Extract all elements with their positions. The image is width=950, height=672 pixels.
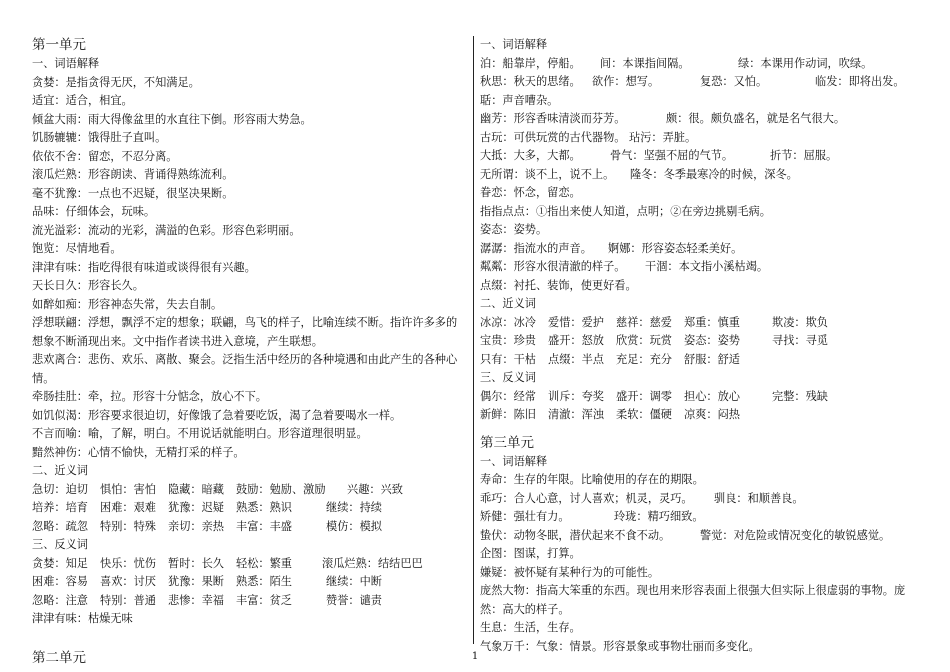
section-word-explanation: 一、词语解释 (32, 57, 100, 70)
entry-row (480, 240, 920, 259)
term-entry: 间：本课指间隔。 (600, 56, 690, 70)
term-list (32, 74, 464, 463)
word-pair: 熟悉：陌生 (236, 575, 292, 588)
word-pair: 轻松：繁重 (236, 556, 292, 570)
word-pair: 模仿：模拟 (326, 519, 382, 533)
word-pair: 特别：特殊 (100, 519, 156, 533)
entry-row (480, 92, 920, 111)
page-number: 1 (471, 651, 479, 662)
entry-row (32, 610, 464, 629)
entry-row (32, 481, 464, 500)
word-pair: 盛开：怒放 (548, 334, 604, 347)
word-pair: 忽略：疏忽 (32, 519, 88, 533)
term-entry: 悲欢离合：悲伤、欢乐、离散、聚会。泛指生活中经历的各种境遇和由此产生的各种心情。 (32, 353, 458, 385)
word-pair: 滚瓜烂熟：结结巴巴 (322, 556, 423, 570)
term-entry: 欲作：想写。 (592, 75, 660, 88)
term-entry: 流光溢彩：流动的光彩，满溢的色彩。形容色彩明丽。 (32, 223, 301, 237)
entry-row (480, 221, 920, 240)
term-entry: 大抵：大多，大都。 (480, 149, 581, 162)
word-pair: 犹豫：果断 (168, 575, 224, 588)
term-entry: 如饥似渴：形容要求很迫切，好像饿了急着要吃饭，渴了急着要喝水一样。 (32, 408, 402, 422)
unit-2-title: 第二单元 (32, 649, 86, 666)
term-entry: 贪婪：是指贪得无厌，不知满足。 (32, 75, 200, 89)
word-pair: 宝贵：珍贵 (480, 334, 536, 347)
entry-row (480, 490, 920, 509)
entry-row (480, 166, 920, 185)
term-entry: 适宜：适合，相宜。 (32, 94, 133, 107)
word-pair: 郑重：慎重 (684, 315, 740, 329)
word-pair: 熟悉：熟识 (236, 501, 292, 514)
column-divider (473, 36, 474, 644)
term-entry: 如醉如痴：形容神态失常，失去自制。 (32, 297, 223, 311)
word-pair: 爱惜：爱护 (548, 315, 604, 329)
term-entry: 玲珑：精巧细致。 (614, 510, 704, 523)
word-pair: 担心：放心 (684, 389, 740, 403)
term-entry: 黯然神伤：心情不愉快，无精打采的样子。 (32, 445, 245, 459)
entry-row (480, 582, 920, 619)
word-pair: 继续：中断 (326, 575, 382, 588)
term-entry: 聒：声音嘈杂。 (480, 93, 559, 107)
word-pair: 冰凉：冰冷 (480, 315, 536, 329)
entry-row (480, 73, 920, 92)
synonym-list (480, 314, 920, 370)
entry-row (32, 592, 464, 611)
entry-row (32, 499, 464, 518)
word-pair: 欣赏：玩赏 (616, 334, 672, 347)
term-entry: 复恐：又怕。 (700, 75, 768, 88)
word-pair: 丰富：丰盛 (236, 519, 292, 533)
term-entry: 倾盆大雨：雨大得像盆里的水直往下倒。形容雨大势急。 (32, 112, 312, 126)
unit-1-title: 第一单元 (32, 37, 86, 53)
word-pair: 急切：迫切 (32, 482, 88, 496)
term-entry: 饱览：尽情地看。 (32, 242, 122, 255)
word-pair: 特别：普通 (100, 593, 156, 607)
word-pair: 凉爽：闷热 (684, 408, 740, 421)
term-entry: 乖巧：合人心意，讨人喜欢；机灵，灵巧。 (480, 491, 693, 505)
word-pair: 困难：容易 (32, 575, 88, 588)
word-pair: 训斥：夸奖 (548, 389, 604, 403)
word-pair: 充足：充分 (616, 352, 672, 366)
entry-row (480, 545, 920, 564)
term-entry: 浮想联翩：浮想，飘浮不定的想象；联翩，鸟飞的样子，比喻连续不断。指许许多多的想象不断涌现出来。文中指作者读书进入意境，产生联想。 (32, 316, 458, 348)
word-pair: 点缀：半点 (548, 352, 604, 366)
unit-3-title: 第三单元 (480, 434, 534, 451)
term-entry: 气象万千：气象：情景。形容景象或事物壮丽而多变化。 (480, 639, 760, 653)
entry-row (32, 518, 464, 537)
section-word-explanation: 一、词语解释 (480, 38, 548, 51)
word-pair: 犹豫：迟疑 (168, 501, 224, 514)
word-pair: 欺凌：欺负 (772, 315, 828, 329)
entry-row (480, 203, 920, 222)
word-pair: 继续：持续 (326, 501, 382, 514)
term-entry: 矫健：强壮有力。 (480, 510, 570, 523)
word-pair: 亲切：亲热 (168, 519, 224, 533)
term-entry: 嫌疑：被怀疑有某种行为的可能性。 (480, 565, 660, 579)
term-entry: 玷污：弄脏。 (629, 130, 697, 144)
entry-row (480, 619, 920, 638)
entry-row (480, 184, 920, 203)
word-pair: 喜欢：讨厌 (100, 575, 156, 588)
section-synonyms: 二、近义词 (480, 297, 536, 310)
entry-row (480, 388, 920, 407)
term-entry: 庞然大物：指高大笨重的东西。现也用来形容表面上很强大但实际上很虚弱的事物。庞然：高大的样子。 (480, 584, 906, 616)
word-pair: 慈祥：慈爱 (616, 315, 672, 329)
word-pair: 津津有味：枯燥无味 (32, 612, 133, 625)
word-pair: 盛开：调零 (616, 389, 672, 403)
antonym-list (32, 555, 464, 629)
word-pair: 困难：艰难 (100, 501, 156, 514)
entry-row (32, 555, 464, 574)
word-pair: 兴趣：兴致 (347, 482, 403, 496)
word-pair: 寻找：寻觅 (772, 334, 828, 347)
term-list (480, 55, 920, 296)
term-entry: 秋思：秋天的思绪。 (480, 75, 581, 88)
entry-row (480, 508, 920, 527)
word-pair: 快乐：忧伤 (100, 556, 156, 570)
term-entry: 品味：仔细体会，玩味。 (32, 205, 156, 218)
term-entry: 指指点点：①指出来使人知道，点明；②在旁边挑剔毛病。 (480, 204, 771, 218)
entry-row (480, 332, 920, 351)
word-pair: 新鲜：陈旧 (480, 408, 536, 421)
term-entry: 生息：生活，生存。 (480, 621, 581, 634)
word-pair: 悲惨：幸福 (168, 593, 224, 607)
word-pair: 鼓励：勉励、激励 (236, 482, 326, 496)
term-entry: 婀娜：形容姿态轻柔美好。 (608, 241, 743, 255)
entry-row (480, 110, 920, 129)
term-entry: 潺潺：指流水的声音。 (480, 241, 592, 255)
word-pair: 惧怕：害怕 (100, 482, 156, 496)
term-entry: 隆冬：冬季最寒冷的时候，深冬。 (630, 167, 798, 181)
term-list (480, 471, 920, 656)
entry-row (480, 55, 920, 74)
term-entry: 寿命：生存的年限。比喻使用的存在的期限。 (480, 473, 704, 486)
term-entry: 绿：本课用作动词，吹绿。 (738, 56, 873, 70)
word-pair: 舒服：舒适 (684, 352, 740, 366)
left-column (32, 36, 464, 668)
term-entry: 临发：即将出发。 (815, 75, 905, 88)
word-pair: 丰富：贫乏 (236, 593, 292, 607)
term-entry: 幽芳：形容香味清淡而芬芳。 (480, 112, 626, 125)
term-entry: 折节：屈服。 (770, 149, 838, 162)
term-entry: 颇：很。颇负盛名，就是名气很大。 (666, 112, 846, 125)
term-entry: 驯良：和顺善良。 (714, 491, 804, 505)
word-pair: 忽略：注意 (32, 593, 88, 607)
entry-row (480, 406, 920, 425)
entry-row (480, 129, 920, 148)
section-antonyms: 三、反义词 (480, 371, 536, 384)
word-pair: 完整：残缺 (772, 389, 828, 403)
term-entry: 天长日久：形容长久。 (32, 279, 144, 292)
entry-row (480, 147, 920, 166)
section-synonyms: 二、近义词 (32, 464, 88, 477)
word-pair: 柔软：僵硬 (616, 408, 672, 421)
entry-row (480, 351, 920, 370)
term-entry: 牵肠挂肚：牵，拉。形容十分惦念，放心不下。 (32, 390, 267, 403)
term-entry: 古玩：可供玩赏的古代器物。 (480, 130, 626, 144)
word-pair: 贪婪：知足 (32, 556, 88, 570)
section-antonyms: 三、反义词 (32, 538, 88, 551)
entry-row (32, 573, 464, 592)
term-entry: 不言而喻：喻，了解，明白。不用说话就能明白。形容道理很明显。 (32, 427, 368, 440)
section-word-explanation: 一、词语解释 (480, 454, 548, 468)
term-entry: 粼粼：形容水很清澈的样子。 (480, 260, 626, 273)
term-entry: 点缀：衬托、装饰，使更好看。 (480, 278, 637, 292)
term-entry: 泊：船靠岸，停船。 (480, 56, 581, 70)
term-entry: 滚瓜烂熟：形容朗读、背诵得熟练流利。 (32, 168, 234, 181)
entry-row (480, 527, 920, 546)
word-pair: 清澈：浑浊 (548, 408, 604, 421)
entry-row (480, 277, 920, 296)
term-entry: 津津有味：指吃得很有味道或谈得很有兴趣。 (32, 260, 256, 274)
right-column (480, 36, 920, 656)
entry-row (480, 314, 920, 333)
word-pair: 暂时：长久 (168, 556, 224, 570)
term-entry: 蛰伏：动物冬眠，潜伏起来不食不动。 (480, 528, 671, 542)
word-pair: 培养：培育 (32, 501, 88, 514)
antonym-list (480, 388, 920, 425)
term-entry: 饥肠辘辘：饿得肚子直叫。 (32, 131, 167, 144)
word-pair: 只有：干枯 (480, 352, 536, 366)
word-pair: 赞誉：谴责 (326, 593, 382, 607)
term-entry: 干涸：本文指小溪枯竭。 (645, 260, 769, 273)
term-entry: 无所谓：谈不上，说不上。 (480, 167, 615, 181)
entry-row (480, 471, 920, 490)
entry-row (480, 564, 920, 583)
term-entry: 毫不犹豫：一点也不迟疑，很坚决果断。 (32, 186, 234, 200)
word-pair: 姿态：姿势 (684, 334, 740, 347)
word-pair: 隐藏：暗藏 (168, 482, 224, 496)
entry-row (480, 258, 920, 277)
term-entry: 眷恋：怀念，留恋。 (480, 186, 581, 199)
term-entry: 骨气：坚强不屈的气节。 (610, 149, 734, 162)
synonym-list (32, 481, 464, 537)
term-entry: 企图：图谋，打算。 (480, 547, 581, 560)
term-entry: 依依不舍：留恋，不忍分离。 (32, 149, 178, 163)
term-entry: 警觉：对危险或情况变化的敏锐感觉。 (700, 528, 891, 542)
word-pair: 偶尔：经常 (480, 389, 536, 403)
term-entry: 姿态：姿势。 (480, 223, 548, 236)
